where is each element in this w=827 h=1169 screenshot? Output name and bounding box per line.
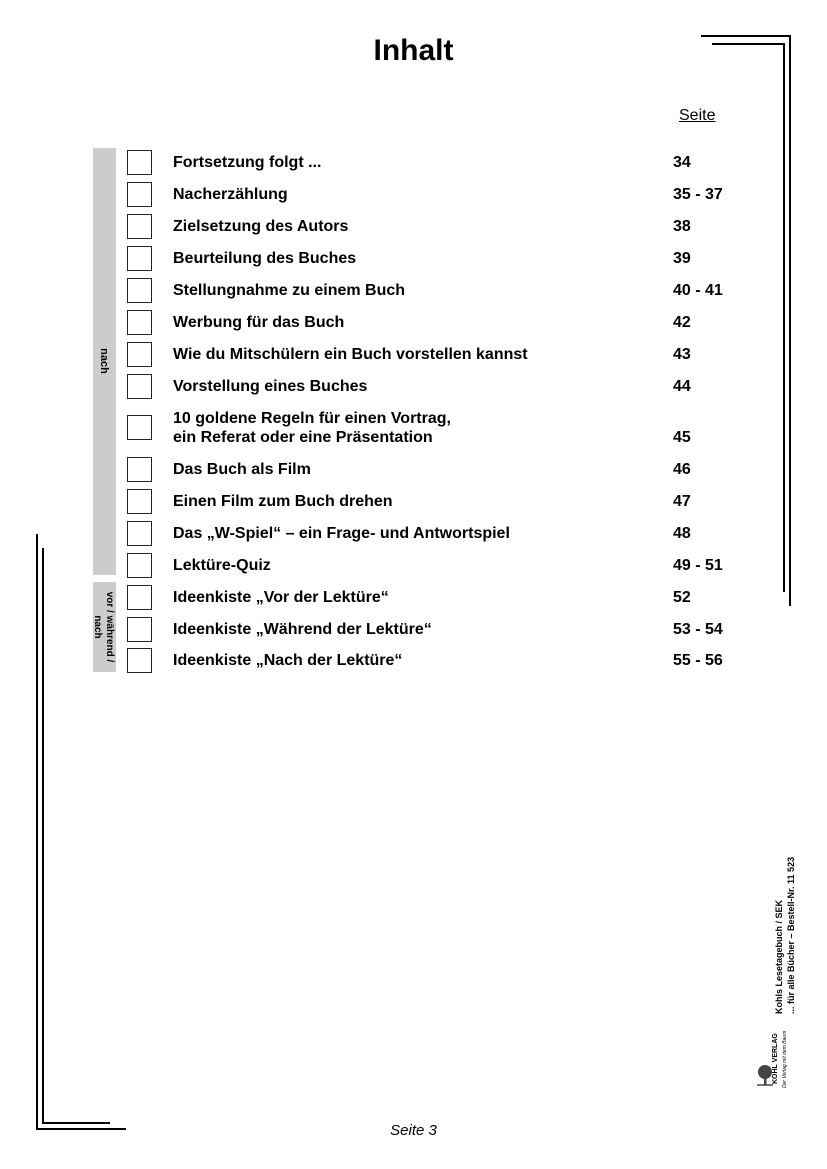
frame-line-right-outer [789, 35, 791, 606]
entry-page: 47 [673, 493, 691, 510]
entry-title-line2: ein Referat oder eine Präsentation [173, 429, 433, 446]
checkbox-entry-3[interactable] [127, 214, 152, 239]
entry-title: Lektüre-Quiz [173, 557, 271, 574]
entry-page: 52 [673, 589, 691, 606]
entry-title: Nacherzählung [173, 186, 288, 203]
entry-title: Ideenkiste „Während der Lektüre“ [173, 621, 432, 638]
page-title: Inhalt [373, 34, 454, 67]
side-label-vor-waehrend-nach [91, 584, 115, 670]
publisher-name: KOHL VERLAG [772, 1033, 779, 1084]
checkbox-entry-11[interactable] [127, 489, 152, 514]
side-label-nach: nach [98, 348, 110, 374]
entry-title: Beurteilung des Buches [173, 250, 357, 267]
checkbox-entry-4[interactable] [127, 246, 152, 271]
entry-title: Einen Film zum Buch drehen [173, 493, 393, 510]
checkbox-entry-16[interactable] [127, 648, 152, 673]
checkbox-entry-10[interactable] [127, 457, 152, 482]
frame-line-left-inner [42, 548, 44, 1124]
entry-title: Werbung für das Buch [173, 314, 345, 331]
entry-title: Das „W-Spiel“ – ein Frage- und Antwortspiel [173, 525, 510, 542]
page-column-header: Seite [679, 107, 716, 124]
entry-title: Vorstellung eines Buches [173, 378, 368, 395]
checkbox-entry-12[interactable] [127, 521, 152, 546]
checkbox-entry-13[interactable] [127, 553, 152, 578]
entry-title: Stellungnahme zu einem Buch [173, 282, 406, 299]
frame-line-top-right-outer [701, 35, 791, 37]
entry-page: 40 - 41 [673, 282, 723, 299]
checkbox-entry-15[interactable] [127, 617, 152, 642]
imprint-line1: Kohls Lesetagebuch / SEK [774, 899, 784, 1014]
entry-title: Zielsetzung des Autors [173, 218, 349, 235]
page-number-footer: Seite 3 [390, 1122, 437, 1139]
imprint-line2: ... für alle Bücher – Bestell-Nr. 11 523 [786, 856, 796, 1014]
checkbox-entry-8[interactable] [127, 374, 152, 399]
entry-page: 53 - 54 [673, 621, 723, 638]
entry-page: 46 [673, 461, 691, 478]
side-label-text: vor / während / nach [92, 591, 115, 663]
frame-line-top-right-inner [712, 43, 784, 45]
publisher-logo [752, 1018, 798, 1090]
entry-page: 49 - 51 [673, 557, 723, 574]
entry-page: 45 [673, 429, 691, 446]
entry-title: Das Buch als Film [173, 461, 311, 478]
entry-page: 42 [673, 314, 691, 331]
entry-page: 43 [673, 346, 691, 363]
checkbox-entry-6[interactable] [127, 310, 152, 335]
entry-title: 10 goldene Regeln für einen Vortrag, [173, 410, 451, 427]
checkbox-entry-7[interactable] [127, 342, 152, 367]
checkbox-entry-2[interactable] [127, 182, 152, 207]
entry-title: Wie du Mitschülern ein Buch vorstellen kannst [173, 346, 528, 363]
frame-line-right-inner [783, 43, 785, 592]
entry-page: 35 - 37 [673, 186, 723, 203]
entry-page: 44 [673, 378, 691, 395]
checkbox-entry-1[interactable] [127, 150, 152, 175]
checkbox-entry-9[interactable] [127, 415, 152, 440]
entry-page: 48 [673, 525, 691, 542]
publisher-slogan: Der Verlag mit dem Baum [782, 1030, 788, 1088]
entry-page: 34 [673, 154, 691, 171]
entry-page: 39 [673, 250, 691, 267]
entry-title: Ideenkiste „Vor der Lektüre“ [173, 589, 389, 606]
entry-page: 38 [673, 218, 691, 235]
checkbox-entry-5[interactable] [127, 278, 152, 303]
entry-title: Ideenkiste „Nach der Lektüre“ [173, 652, 403, 669]
frame-line-left-outer [36, 534, 38, 1130]
checkbox-entry-14[interactable] [127, 585, 152, 610]
entry-page: 55 - 56 [673, 652, 723, 669]
entry-title: Fortsetzung folgt ... [173, 154, 322, 171]
